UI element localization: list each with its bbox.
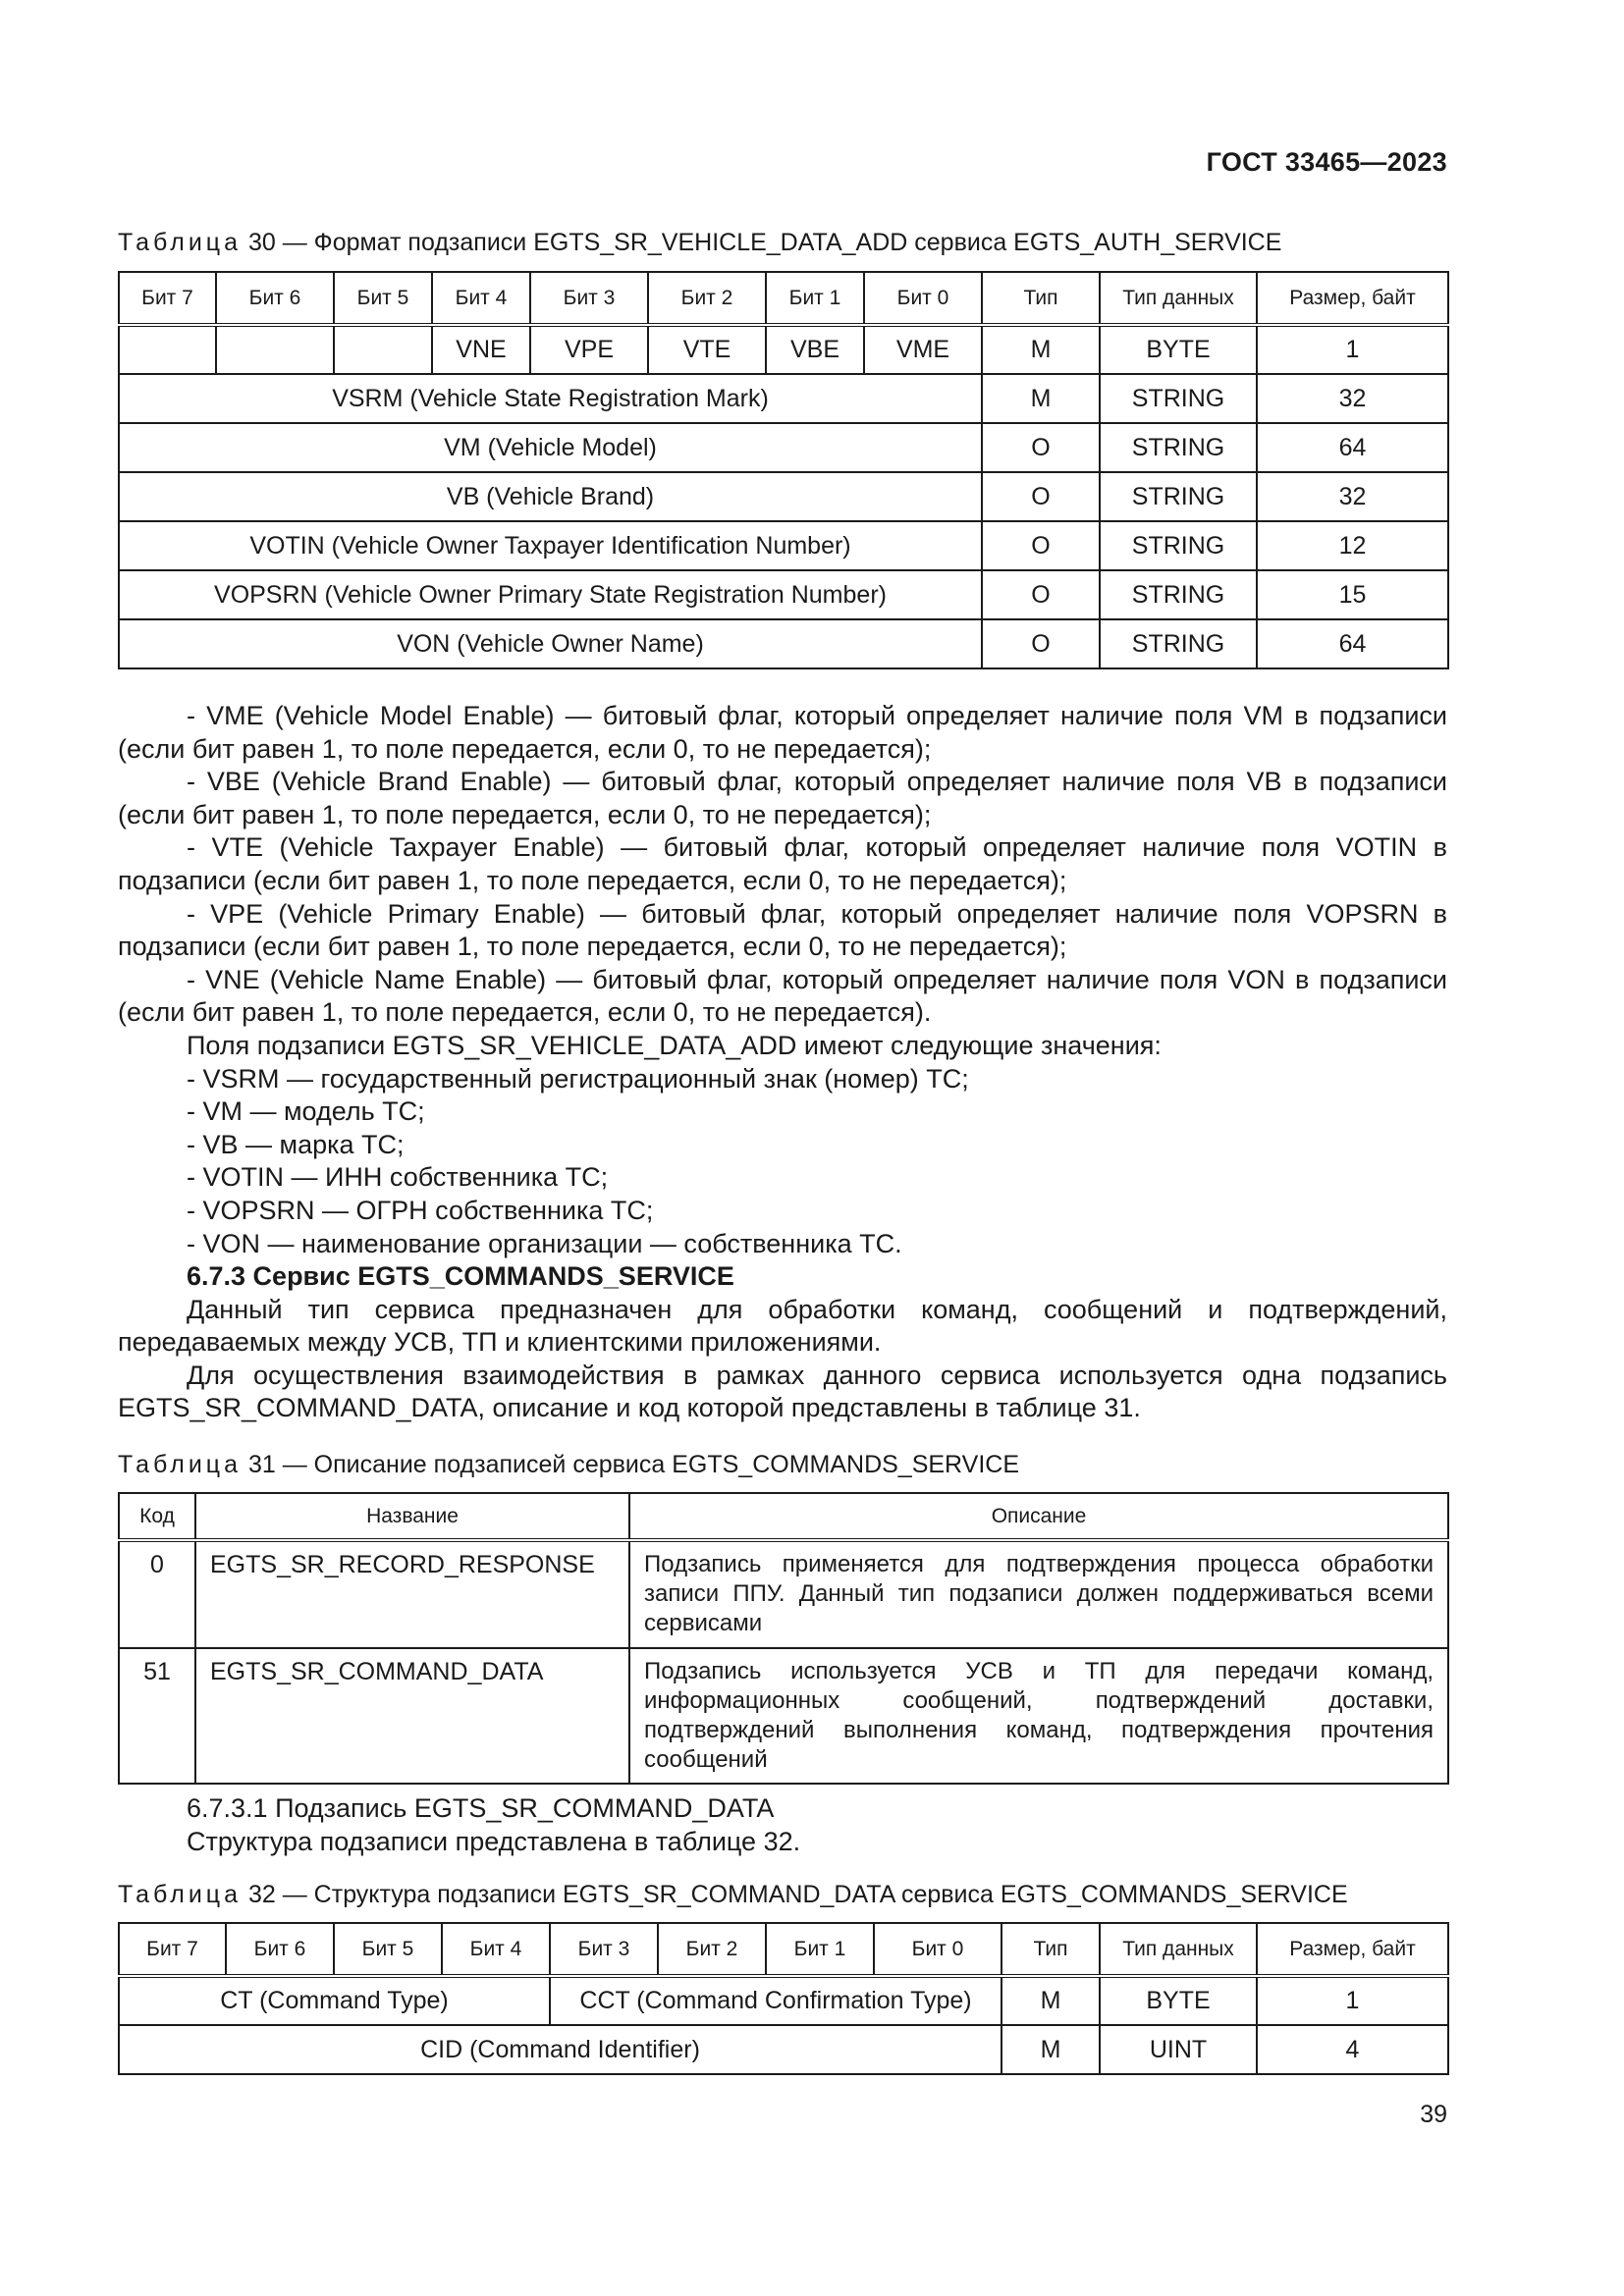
paragraph: - VNE (Vehicle Name Enable) — битовый флаг, который определяет наличие поля VON в подзаписи (если бит равен 1, то поле передается, если 0, то не передается). [118,964,1447,1028]
table30-size-cell: 32 [1257,374,1448,423]
table30-field-cell: VOPSRN (Vehicle Owner Primary State Registration Number) [119,570,982,619]
table32-header-cell: Бит 6 [226,1923,334,1976]
table32-header-cell: Бит 5 [334,1923,442,1976]
table32-caption-text: 32 — Структура подзаписи EGTS_SR_COMMAND_DATA сервиса EGTS_COMMANDS_SERVICE [247,1881,1348,1908]
table32-ct-cell: CT (Command Type) [119,1976,550,2025]
table-row [119,472,1448,521]
table31-header-cell: Описание [629,1493,1448,1540]
table31-name-cell: EGTS_SR_COMMAND_DATA [195,1648,629,1784]
table31-caption-text: 31 — Описание подзаписей сервиса EGTS_COMMANDS_SERVICE [247,1451,1020,1478]
table32-header-row [119,1923,1448,1976]
table32-header-cell: Бит 1 [766,1923,874,1976]
table30-caption-text: 30 — Формат подзаписи EGTS_SR_VEHICLE_DATA_ADD сервиса EGTS_AUTH_SERVICE [247,229,1282,256]
paragraph: Структура подзаписи представлена в таблице 32. [187,1827,801,1856]
table30-header-cell: Бит 0 [864,272,982,325]
table30-bits-row [119,325,1448,374]
list-item: - VM — модель ТС; [187,1096,425,1127]
table-row [119,1540,1448,1648]
table30-header-cell: Бит 1 [766,272,864,325]
table-row [119,1976,1448,2025]
table32-header-cell: Бит 0 [874,1923,1001,1976]
table32-type-cell: M [1001,1976,1100,2025]
paragraph: - VPE (Vehicle Primary Enable) — битовый флаг, который определяет наличие поля VOPSRN в подзаписи (если бит равен 1, то поле передается, если 0, то не передается); [118,898,1447,962]
table32 [118,1922,1449,2075]
table30 [118,271,1449,669]
table32-dtype-cell: BYTE [1100,1976,1257,2025]
table30-header-cell: Бит 7 [119,272,216,325]
paragraph: - VBE (Vehicle Brand Enable) — битовый флаг, который определяет наличие поля VB в подзаписи (если бит равен 1, то поле передается, если 0, то не передается); [118,767,1447,829]
subsection-text [118,1791,1447,1858]
table30-size-cell: 64 [1257,619,1448,668]
table30-type-cell: O [982,570,1100,619]
table30-type-cell: O [982,619,1100,668]
table31-caption [118,1450,1019,1479]
table30-header-cell: Бит 4 [432,272,530,325]
table32-header-cell: Тип [1001,1923,1100,1976]
list-item: - VOPSRN — ОГРН собственника ТС; [187,1195,654,1225]
table-row [119,570,1448,619]
table32-caption-label: Таблица [118,1881,243,1908]
table32-size-cell: 4 [1257,2025,1448,2074]
table30-size-cell: 32 [1257,472,1448,521]
table30-bit-cell: VME [864,325,982,374]
section-heading: 6.7.3 Сервис EGTS_COMMANDS_SERVICE [187,1261,734,1292]
table30-field-cell: VM (Vehicle Model) [119,423,982,472]
table-row [119,2025,1448,2074]
table-row [119,374,1448,423]
table31-code-cell: 0 [119,1540,195,1648]
table31-name-cell: EGTS_SR_RECORD_RESPONSE [195,1540,629,1648]
table30-bit-cell: VPE [530,325,648,374]
page-number: 39 [1420,2101,1447,2128]
table-row [119,521,1448,570]
table30-type-cell: M [982,325,1100,374]
table30-header-cell: Бит 2 [648,272,766,325]
list-item: - VB — марка ТС; [187,1129,405,1159]
table30-size-cell: 12 [1257,521,1448,570]
table30-bit-cell [119,325,216,374]
table30-header-cell: Бит 3 [530,272,648,325]
table32-size-cell: 1 [1257,1976,1448,2025]
table32-header-cell: Размер, байт [1257,1923,1448,1976]
table30-field-cell: VB (Vehicle Brand) [119,472,982,521]
table30-header-cell: Тип данных [1100,272,1257,325]
table30-caption-label: Таблица [118,229,243,256]
table-row [119,619,1448,668]
table31 [118,1492,1449,1785]
table30-type-cell: O [982,423,1100,472]
table31-header-row [119,1493,1448,1540]
table30-size-cell: 1 [1257,325,1448,374]
list-item: - VSRM — государственный регистрационный знак (номер) ТС; [187,1063,969,1094]
table32-header-cell: Тип данных [1100,1923,1257,1976]
table32-caption [118,1880,1348,1909]
subsection-heading: 6.7.3.1 Подзапись EGTS_SR_COMMAND_DATA [187,1793,775,1823]
table30-caption [118,228,1281,257]
table30-size-cell: 64 [1257,423,1448,472]
doc-code-header: ГОСТ 33465—2023 [1206,147,1447,177]
table31-desc-cell: Подзапись используется УСВ и ТП для передачи команд, информационных сообщений, подтверждений доставки, подтверждений выполнения команд, подтверждения прочтения сообщений [629,1648,1448,1784]
table31-header-cell: Код [119,1493,195,1540]
table30-dtype-cell: STRING [1100,423,1257,472]
table30-header-cell: Бит 6 [216,272,334,325]
flag-descriptions [118,700,1447,1425]
table30-header-cell: Бит 5 [334,272,432,325]
table30-bit-cell: VNE [432,325,530,374]
list-item: - VOTIN — ИНН собственника ТС; [187,1162,609,1193]
table31-code-cell: 51 [119,1648,195,1784]
table32-type-cell: M [1001,2025,1100,2074]
table30-dtype-cell: STRING [1100,374,1257,423]
table30-bit-cell: VTE [648,325,766,374]
table32-cct-cell: CCT (Command Confirmation Type) [550,1976,1001,2025]
table30-header-cell: Тип [982,272,1100,325]
table32-header-cell: Бит 3 [550,1923,658,1976]
table32-header-cell: Бит 7 [119,1923,226,1976]
table30-dtype-cell: STRING [1100,521,1257,570]
table32-header-cell: Бит 4 [442,1923,550,1976]
paragraph: Поля подзаписи EGTS_SR_VEHICLE_DATA_ADD имеют следующие значения: [187,1030,1162,1060]
table30-dtype-cell: STRING [1100,570,1257,619]
table31-header-cell: Название [195,1493,629,1540]
table31-desc-cell: Подзапись применяется для подтверждения процесса обработки записи ППУ. Данный тип подзаписи должен поддерживаться всеми сервисами [629,1540,1448,1648]
table32-header-cell: Бит 2 [658,1923,766,1976]
paragraph: Данный тип сервиса предназначен для обработки команд, сообщений и подтверждений, передаваемых между УСВ, ТП и клиентскими приложениями. [118,1294,1447,1358]
table30-field-cell: VSRM (Vehicle State Registration Mark) [119,374,982,423]
paragraph: - VTE (Vehicle Taxpayer Enable) — битовый флаг, который определяет наличие поля VOTIN в подзаписи (если бит равен 1, то поле передается, если 0, то не передается); [118,832,1447,895]
table30-type-cell: O [982,472,1100,521]
table30-bit-cell [334,325,432,374]
table30-field-cell: VOTIN (Vehicle Owner Taxpayer Identification Number) [119,521,982,570]
table30-dtype-cell: STRING [1100,472,1257,521]
table-row [119,423,1448,472]
paragraph: Для осуществления взаимодействия в рамках данного сервиса используется одна подзапись EGTS_SR_COMMAND_DATA, описание и код которой представлены в таблице 31. [118,1360,1447,1423]
table30-bit-cell: VBE [766,325,864,374]
table30-bit-cell [216,325,334,374]
table30-header-cell: Размер, байт [1257,272,1448,325]
table30-dtype-cell: STRING [1100,619,1257,668]
paragraph: - VME (Vehicle Model Enable) — битовый флаг, который определяет наличие поля VM в подзаписи (если бит равен 1, то поле передается, если 0, то не передается); [118,701,1447,764]
list-item: - VON — наименование организации — собственника ТС. [187,1228,902,1258]
table30-type-cell: M [982,374,1100,423]
table30-header-row [119,272,1448,325]
table-row [119,1648,1448,1784]
table32-field-cell: CID (Command Identifier) [119,2025,1001,2074]
table30-type-cell: O [982,521,1100,570]
table30-dtype-cell: BYTE [1100,325,1257,374]
table30-field-cell: VON (Vehicle Owner Name) [119,619,982,668]
table32-dtype-cell: UINT [1100,2025,1257,2074]
table30-size-cell: 15 [1257,570,1448,619]
table31-caption-label: Таблица [118,1451,243,1478]
